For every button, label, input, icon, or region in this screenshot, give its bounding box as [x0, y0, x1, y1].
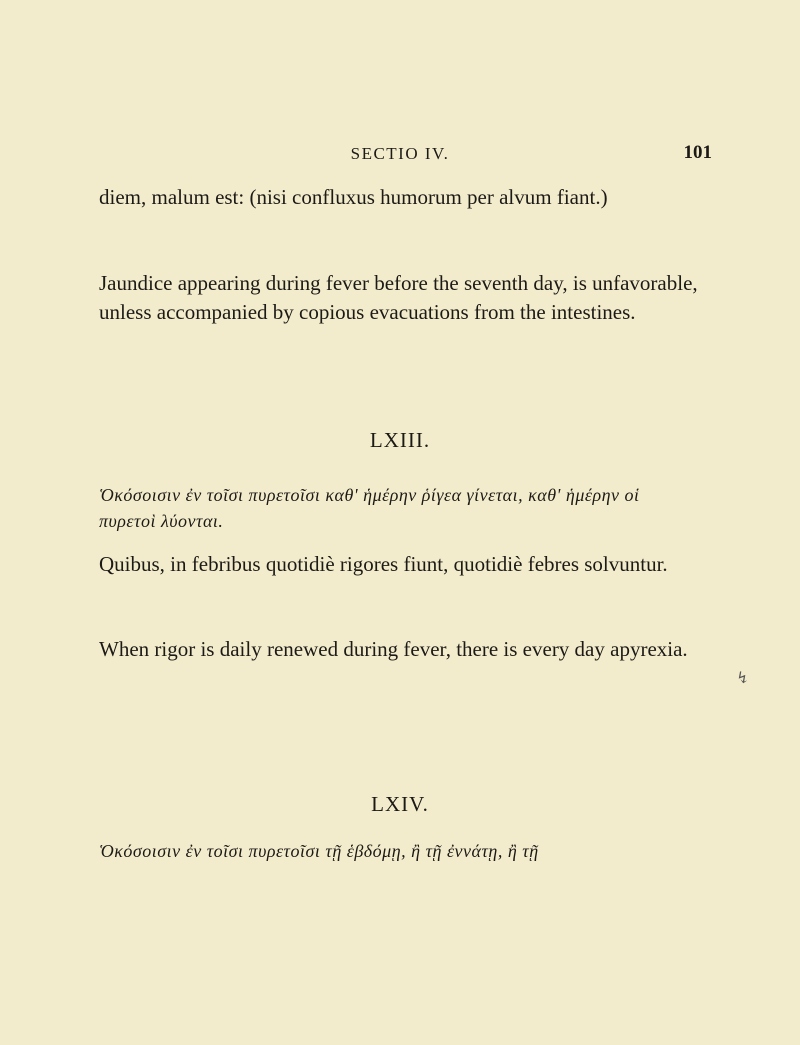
running-head — [0, 142, 800, 168]
english-text-63: When rigor is daily renewed during fever, there is every day apyrexia. — [99, 637, 688, 661]
greek-text-64: Ὁκόσοισιν ἐν τοῖσι πυρετοῖσι τῇ ἑβδόμῃ, ἢ τῇ ἐννάτῃ, ἢ τῇ — [99, 841, 539, 861]
aphorism-heading-64: LXIV. — [371, 792, 429, 816]
greek-text-63: Ὁκόσοισιν ἐν τοῖσι πυρετοῖσι καθ' ἡμέρην ῥίγεα γίνεται, καθ' ἡμέρην οἱ πυρετοὶ λύονται. — [99, 485, 640, 531]
latin-text-63: Quibus, in febribus quotidiè rigores fiunt, quotidiè febres solvuntur. — [99, 552, 668, 576]
margin-mark: ↯ — [736, 670, 750, 687]
paragraph-jaundice: Jaundice appearing during fever before the seventh day, is unfavorable, unless accompanied by copious evacuations from the intestines. — [99, 271, 698, 324]
running-title: SECTIO IV. — [350, 144, 450, 163]
page-number: 101 — [683, 142, 712, 163]
paragraph-continuation: diem, malum est: (nisi confluxus humorum per alvum fiant.) — [99, 185, 608, 209]
aphorism-heading-63: LXIII. — [369, 428, 431, 452]
